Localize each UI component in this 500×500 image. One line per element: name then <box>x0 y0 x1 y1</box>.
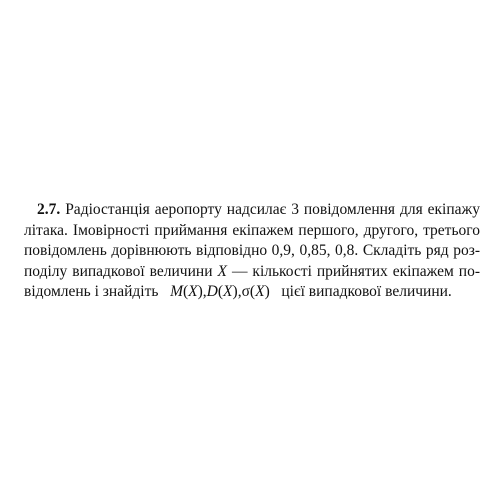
random-variable-x: X <box>217 262 227 280</box>
paren-open-2: ( <box>217 283 224 300</box>
variable-x-1: X <box>188 283 198 300</box>
sigma-symbol: σ <box>241 283 250 300</box>
paren-close-3: ) <box>264 283 270 300</box>
problem-line-4 <box>24 262 480 283</box>
variable-x-2: X <box>223 283 233 300</box>
problem-line-1 <box>24 200 480 221</box>
variance-symbol: D <box>206 283 218 300</box>
expectation-symbol: M <box>170 283 183 300</box>
math-expression <box>170 283 270 300</box>
comma-1: , <box>202 283 207 300</box>
paren-open-3: ( <box>249 283 256 300</box>
problem-line-5-text-a: відомлень і знайдіть <box>24 283 159 300</box>
problem-text <box>24 200 480 303</box>
problem-line-5 <box>24 282 480 303</box>
paren-close-2: ) <box>232 283 238 300</box>
problem-line-4-text-b: — кількості прийнятих екіпажем по- <box>231 262 481 280</box>
comma-2: , <box>237 283 242 300</box>
problem-line-5-text-b: цієї випадкової величини. <box>281 283 452 300</box>
paren-close-1: ) <box>197 283 203 300</box>
paren-open-1: ( <box>182 283 189 300</box>
variable-x-3: X <box>255 283 265 300</box>
problem-number: 2.7. <box>37 201 61 218</box>
problem-line-3: повідомлень дорівнюють відповідно 0,9, 0,85, 0,8. Складіть ряд роз- <box>24 242 480 259</box>
problem-line-4-text-a: поділу випадкової величини <box>24 262 213 280</box>
problem-line-1-text: Радіостанція аеропорту надсилає 3 повідомлення для екіпажу <box>65 201 480 218</box>
problem-line-2: літака. Імовірності приймання екіпажем першого, другого, третього <box>24 221 480 239</box>
